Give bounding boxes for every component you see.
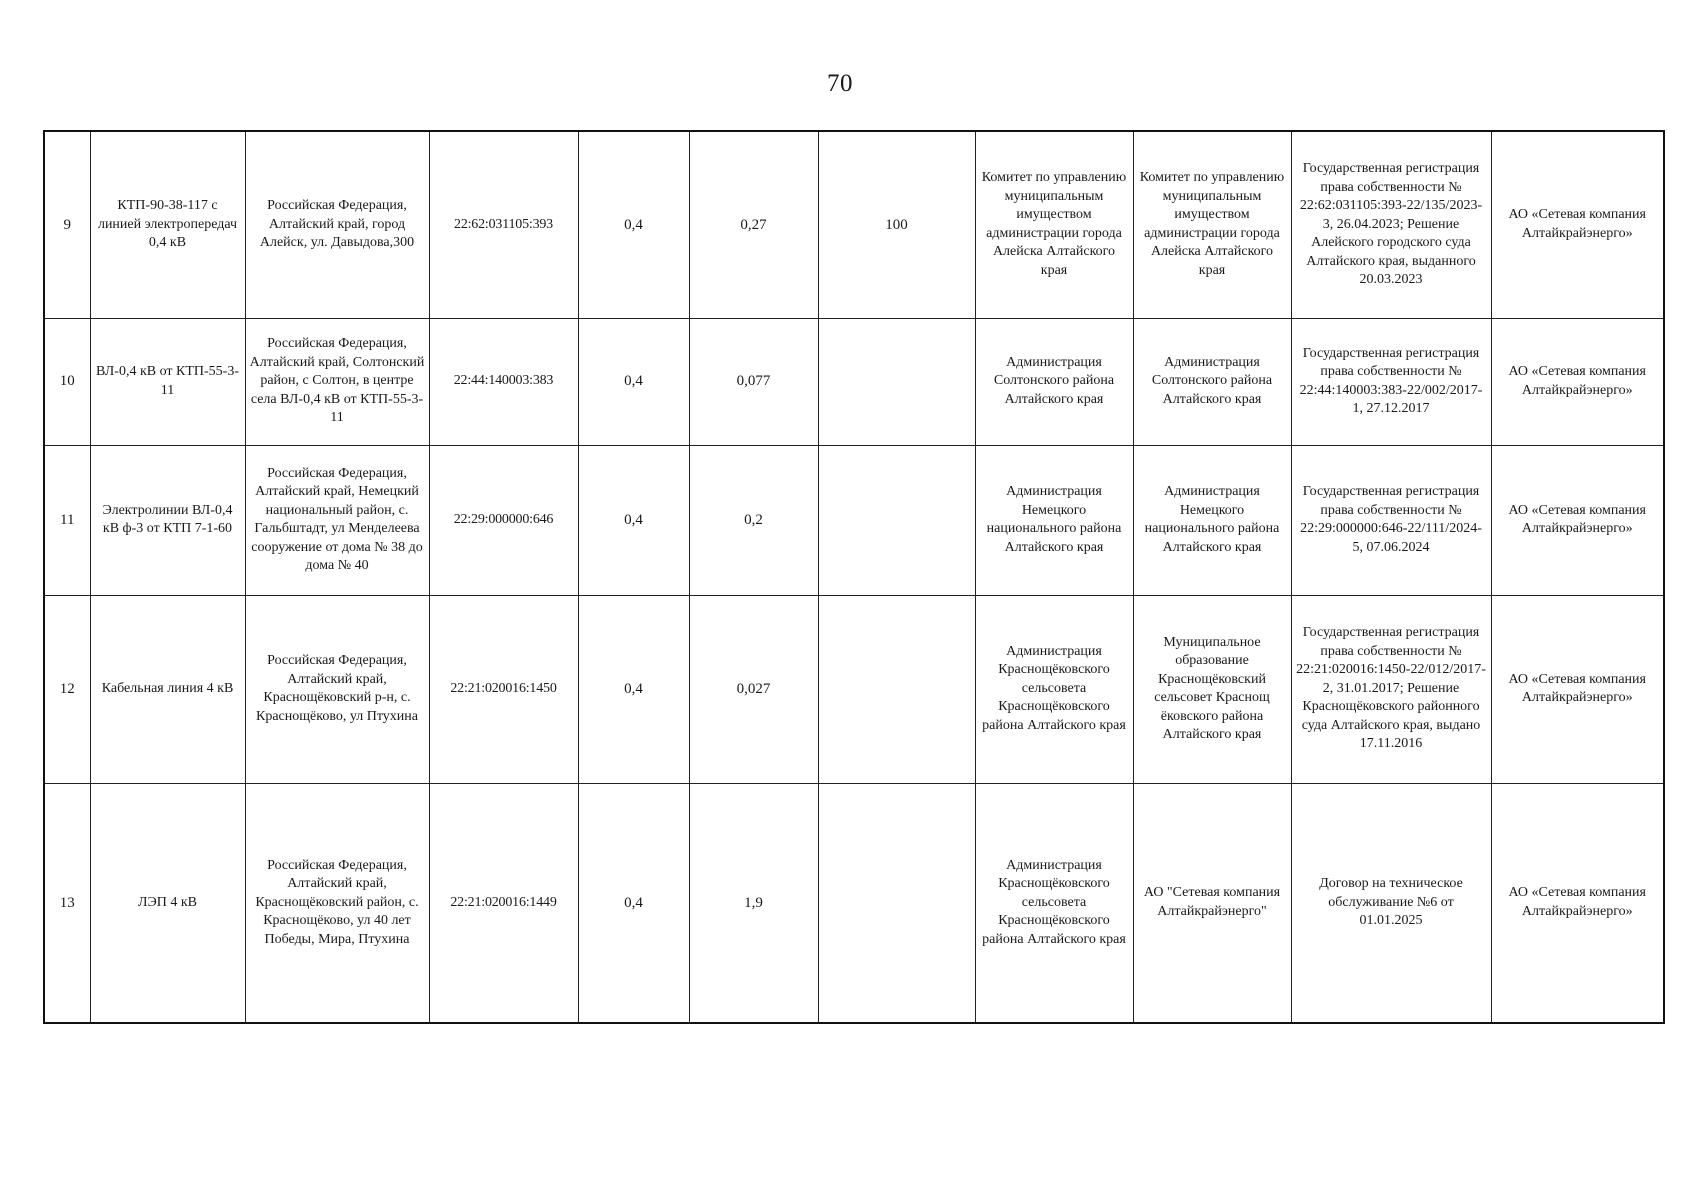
object-name: ЛЭП 4 кВ (90, 783, 245, 1023)
object-name: Электролинии ВЛ-0,4 кВ ф-3 от КТП 7-1-60 (90, 445, 245, 595)
row-number: 9 (44, 131, 90, 318)
owner-name: Администрация Краснощёковского сельсовета Краснощёковского района Алтайского края (975, 783, 1133, 1023)
cadastral-number: 22:21:020016:1449 (429, 783, 578, 1023)
table-row (44, 131, 1664, 318)
row-number: 12 (44, 595, 90, 783)
ownership-basis: Государственная регистрация права собственности № 22:44:140003:383-22/002/2017-1, 27.12.2017 (1291, 318, 1491, 445)
object-address: Российская Федерация, Алтайский край, Краснощёковский р-н, с. Краснощёково, ул Птухина (245, 595, 429, 783)
page-number: 70 (827, 70, 853, 97)
power-value (818, 445, 975, 595)
power-value (818, 318, 975, 445)
table-row (44, 318, 1664, 445)
table-row (44, 595, 1664, 783)
holder-name: Администрация Немецкого национального района Алтайского края (1133, 445, 1291, 595)
cadastral-number: 22:44:140003:383 (429, 318, 578, 445)
power-value (818, 595, 975, 783)
holder-name: Комитет по управлению муниципальным имуществом администрации города Алейска Алтайского края (1133, 131, 1291, 318)
object-address: Российская Федерация, Алтайский край, Солтонский район, с Солтон, в центре села ВЛ-0,4 кВ от КТП-55-3-11 (245, 318, 429, 445)
ownership-basis: Государственная регистрация права собственности № 22:62:031105:393-22/135/2023-3, 26.04.2023; Решение Алейского городского суда Алтайского края, выданного 20.03.2023 (1291, 131, 1491, 318)
cadastral-number: 22:29:000000:646 (429, 445, 578, 595)
holder-name: Муниципальное образование Краснощёковский сельсовет Краснощ ёковского района Алтайского края (1133, 595, 1291, 783)
length-value: 0,027 (689, 595, 818, 783)
row-number: 10 (44, 318, 90, 445)
object-address: Российская Федерация, Алтайский край, Краснощёковский район, с. Краснощёково, ул 40 лет Победы, Мира, Птухина (245, 783, 429, 1023)
object-address: Российская Федерация, Алтайский край, город Алейск, ул. Давыдова,300 (245, 131, 429, 318)
operator-name: АО «Сетевая компания Алтайкрайэнерго» (1491, 318, 1664, 445)
owner-name: Администрация Краснощёковского сельсовета Краснощёковского района Алтайского края (975, 595, 1133, 783)
holder-name: Администрация Солтонского района Алтайского края (1133, 318, 1291, 445)
cadastral-number: 22:62:031105:393 (429, 131, 578, 318)
object-name: КТП-90-38-117 с линией электропередач 0,4 кВ (90, 131, 245, 318)
ownership-basis: Государственная регистрация права собственности № 22:29:000000:646-22/111/2024-5, 07.06.2024 (1291, 445, 1491, 595)
ownership-basis: Договор на техническое обслуживание №6 от 01.01.2025 (1291, 783, 1491, 1023)
object-name: Кабельная линия 4 кВ (90, 595, 245, 783)
object-name: ВЛ-0,4 кВ от КТП-55-3-11 (90, 318, 245, 445)
registry-table (43, 130, 1665, 1024)
length-value: 0,2 (689, 445, 818, 595)
object-address: Российская Федерация, Алтайский край, Немецкий национальный район, с. Гальбштадт, ул Менделеева сооружение от дома № 38 до дома № 40 (245, 445, 429, 595)
owner-name: Администрация Немецкого национального района Алтайского края (975, 445, 1133, 595)
voltage-value: 0,4 (578, 783, 689, 1023)
row-number: 11 (44, 445, 90, 595)
length-value: 0,27 (689, 131, 818, 318)
length-value: 0,077 (689, 318, 818, 445)
table-row (44, 445, 1664, 595)
operator-name: АО «Сетевая компания Алтайкрайэнерго» (1491, 131, 1664, 318)
voltage-value: 0,4 (578, 595, 689, 783)
voltage-value: 0,4 (578, 131, 689, 318)
operator-name: АО «Сетевая компания Алтайкрайэнерго» (1491, 783, 1664, 1023)
holder-name: АО "Сетевая компания Алтайкрайэнерго" (1133, 783, 1291, 1023)
ownership-basis: Государственная регистрация права собственности № 22:21:020016:1450-22/012/2017-2, 31.01.2017; Решение Краснощёковского районного суда Алтайского края, выдано 17.11.2016 (1291, 595, 1491, 783)
row-number: 13 (44, 783, 90, 1023)
table-row (44, 783, 1664, 1023)
power-value (818, 783, 975, 1023)
operator-name: АО «Сетевая компания Алтайкрайэнерго» (1491, 445, 1664, 595)
power-value: 100 (818, 131, 975, 318)
cadastral-number: 22:21:020016:1450 (429, 595, 578, 783)
operator-name: АО «Сетевая компания Алтайкрайэнерго» (1491, 595, 1664, 783)
voltage-value: 0,4 (578, 445, 689, 595)
owner-name: Администрация Солтонского района Алтайского края (975, 318, 1133, 445)
voltage-value: 0,4 (578, 318, 689, 445)
owner-name: Комитет по управлению муниципальным имуществом администрации города Алейска Алтайского края (975, 131, 1133, 318)
length-value: 1,9 (689, 783, 818, 1023)
